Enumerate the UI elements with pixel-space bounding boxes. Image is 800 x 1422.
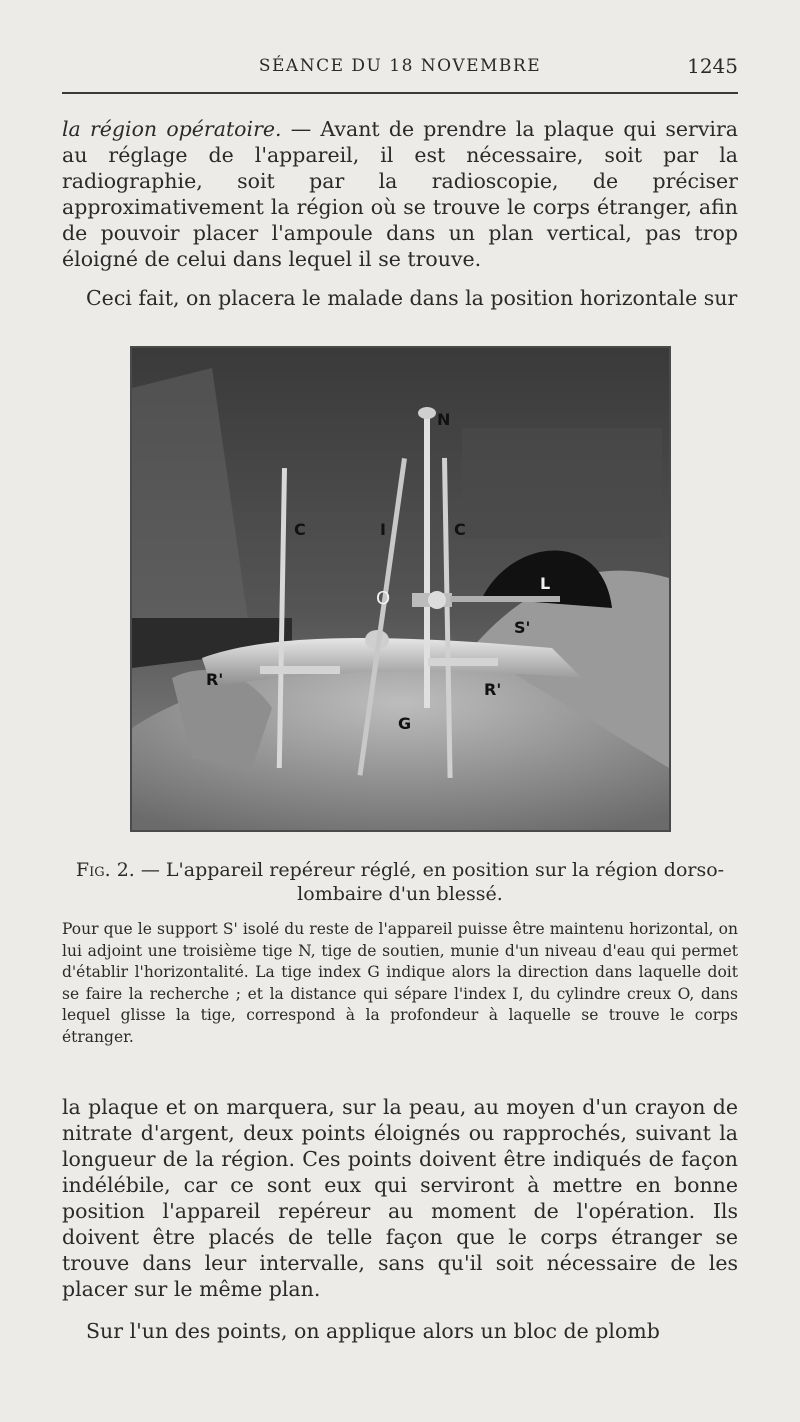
section-heading-italic: la région opératoire. (62, 117, 282, 141)
figure-label-c-left: C (294, 520, 306, 539)
header-rule (62, 92, 738, 94)
paragraph-2: Ceci fait, on placera le malade dans la position horizontale sur (86, 286, 738, 310)
figure-label-s-prime: S' (514, 618, 531, 637)
paragraph-3: la plaque et on marquera, sur la peau, au moyen d'un crayon de nitrate d'argent, deux points éloignés ou rapprochés, suivant la longueur de la région. Ces points doivent être indiqués de façon indélébile, car ce sont eux qui serviront à mettre en bonne position l'appareil repéreur au moment de l'opération. Ils doivent être placés de telle façon que le corps étranger se trouve dans leur intervalle, sans qu'il soit nécessaire de les placer sur le même plan. (62, 1095, 738, 1301)
figure-number: Fig. 2. (75, 859, 135, 881)
figure-label-n: N (437, 410, 451, 429)
running-header (62, 52, 738, 82)
figure-label-r-left: R' (206, 670, 224, 689)
paragraph-4: Sur l'un des points, on applique alors un bloc de plomb (86, 1319, 660, 1343)
apparatus-photo-illustration (132, 348, 669, 830)
paragraph-1-text: — Avant de prendre la plaque qui servira au réglage de l'appareil, il est nécessaire, soit par la radiographie, soit par la radioscopie, de préciser approximativement la région où se trouve le corps étranger, afin de pouvoir placer l'ampoule dans un plan vertical, pas trop éloigné de celui dans lequel il se trouve. (62, 117, 739, 271)
figure-caption (62, 858, 738, 906)
figure-label-l: L (540, 574, 551, 593)
figure-caption-text: — L'appareil repéreur réglé, en position sur la région dorso-lombaire d'un blessé. (134, 859, 725, 905)
running-title: SÉANCE DU 18 NOVEMBRE (258, 56, 542, 76)
figure-photograph (130, 346, 671, 832)
figure-note: Pour que le support S' isolé du reste de l'appareil puisse être maintenu horizontal, on lui adjoint une troisième tige N, tige de soutien, munie d'un niveau d'eau qui permet d'établir l'horizontalité. La tige index G indique alors la direction dans laquelle doit se faire la recherche ; et la distance qui sépare l'index I, du cylindre creux O, dans lequel glisse la tige, correspond à la profondeur à laquelle se trouve le corps étranger. (62, 920, 738, 1046)
figure-label-c-right: C (454, 520, 466, 539)
figure-label-g: G (398, 714, 412, 733)
figure-label-r-right: R' (484, 680, 502, 699)
page-number: 1245 (687, 54, 738, 78)
figure-label-i: I (380, 520, 386, 539)
paragraph-1 (62, 116, 738, 272)
figure-label-o: O (376, 588, 391, 609)
